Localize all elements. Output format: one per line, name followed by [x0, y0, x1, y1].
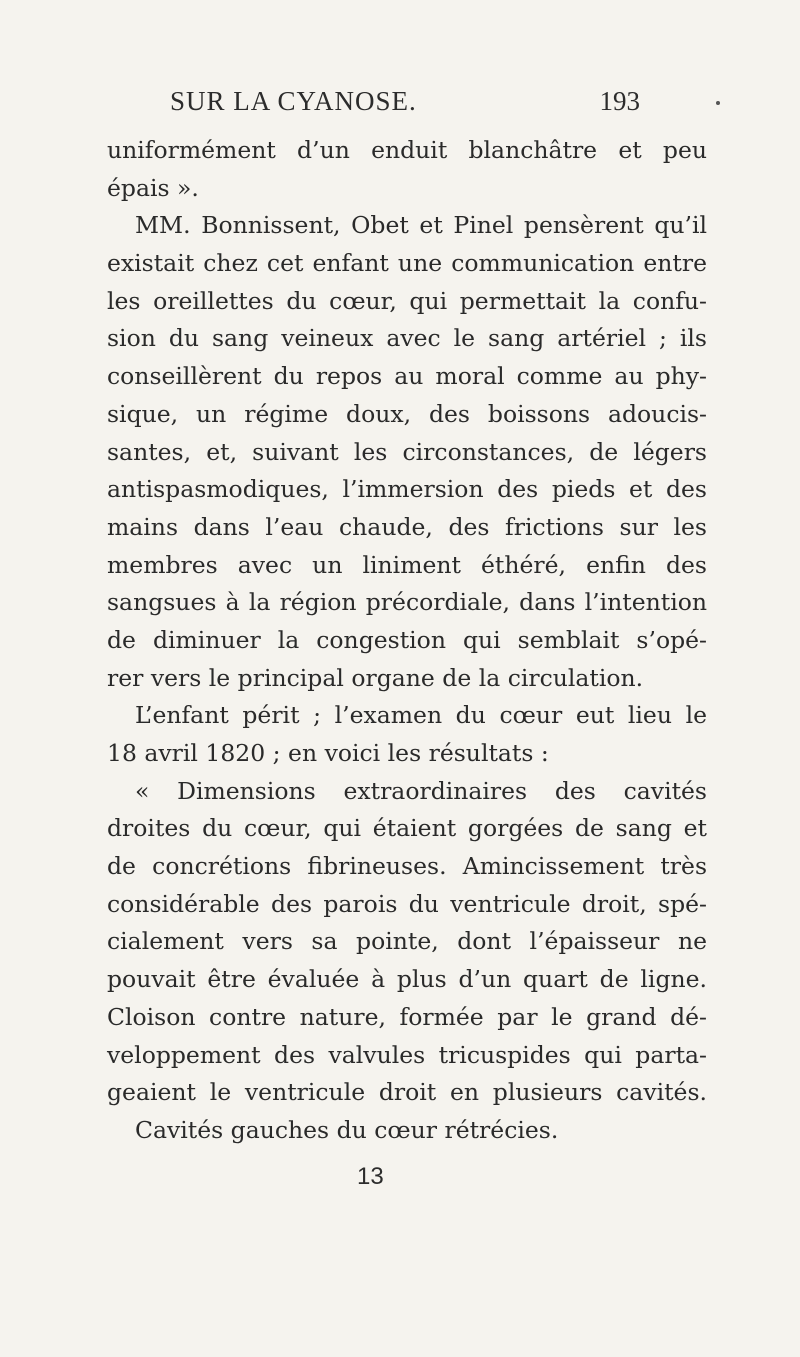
- text-line-content: pouvait être évaluée à plus d’un quart de ligne.: [107, 965, 707, 994]
- text-line: [107, 434, 707, 472]
- text-line-content: épais ».: [107, 173, 199, 202]
- text-line-content: sangsues à la région précordiale, dans l’intention: [107, 588, 707, 617]
- text-line-content: antispasmodiques, l’immersion des pieds et des: [107, 475, 707, 504]
- text-line: [107, 923, 707, 961]
- text-line: [107, 358, 707, 396]
- text-line: [107, 471, 707, 509]
- text-line: [107, 1074, 707, 1112]
- text-line: [107, 697, 707, 735]
- text-line: [107, 1037, 707, 1075]
- text-line: [107, 622, 707, 660]
- text-line-content: « Dimensions extraordinaires des cavités: [135, 776, 707, 805]
- text-line-content: cialement vers sa pointe, dont l’épaisseur ne: [107, 927, 707, 956]
- running-title: SUR LA CYANOSE.: [170, 86, 417, 116]
- body-text: [107, 132, 707, 1150]
- text-line: [107, 132, 707, 170]
- text-line-content: de concrétions fibrineuses. Amincissement très: [107, 852, 707, 881]
- text-line: [107, 961, 707, 999]
- signature-mark: 13: [357, 1163, 384, 1190]
- page-header: [170, 86, 640, 126]
- text-line-content: veloppement des valvules tricuspides qui parta-: [107, 1040, 707, 1069]
- text-line-content: rer vers le principal organe de la circulation.: [107, 663, 644, 692]
- text-line-content: sion du sang veineux avec le sang artériel ; ils: [107, 324, 707, 353]
- text-line-content: les oreillettes du cœur, qui permettait la confu-: [107, 286, 707, 315]
- page-number: 193: [599, 86, 640, 116]
- text-line: [107, 547, 707, 585]
- text-line: [107, 1112, 707, 1150]
- margin-mark: [716, 101, 720, 105]
- text-line: [107, 170, 707, 208]
- text-line: [107, 886, 707, 924]
- text-line: [107, 810, 707, 848]
- text-line-content: droites du cœur, qui étaient gorgées de sang et: [107, 814, 707, 843]
- text-line: [107, 245, 707, 283]
- text-line-content: 18 avril 1820 ; en voici les résultats :: [107, 739, 549, 767]
- text-line: [107, 584, 707, 622]
- text-line: [107, 999, 707, 1037]
- text-line: [107, 283, 707, 321]
- text-line-content: existait chez cet enfant une communication entre: [107, 249, 707, 278]
- text-line-content: uniformément d’un enduit blanchâtre et peu: [107, 136, 707, 164]
- text-line: [107, 320, 707, 358]
- text-line-content: considérable des parois du ventricule droit, spé-: [107, 889, 707, 918]
- text-line-content: membres avec un liniment éthéré, enfin des: [107, 550, 707, 579]
- text-line-content: geaient le ventricule droit en plusieurs cavités.: [107, 1078, 707, 1107]
- text-line: [107, 848, 707, 886]
- text-line-content: conseillèrent du repos au moral comme au phy-: [107, 362, 707, 391]
- text-line-content: L’enfant périt ; l’examen du cœur eut lieu le: [135, 701, 707, 730]
- text-line: [107, 773, 707, 811]
- text-line-content: Cloison contre nature, formée par le grand dé-: [107, 1002, 707, 1031]
- text-line: [107, 660, 707, 698]
- text-line-content: MM. Bonnissent, Obet et Pinel pensèrent qu’il: [135, 211, 707, 240]
- text-line-content: de diminuer la congestion qui semblait s’opé-: [107, 625, 707, 654]
- text-line-content: sique, un régime doux, des boissons adoucis-: [107, 399, 707, 428]
- text-line: [107, 735, 707, 773]
- text-line-content: Cavités gauches du cœur rétrécies.: [135, 1115, 559, 1144]
- text-line: [107, 396, 707, 434]
- text-line: [107, 509, 707, 547]
- text-line-content: mains dans l’eau chaude, des frictions sur les: [107, 512, 707, 541]
- text-line: [107, 207, 707, 245]
- text-line-content: santes, et, suivant les circonstances, de légers: [107, 437, 707, 466]
